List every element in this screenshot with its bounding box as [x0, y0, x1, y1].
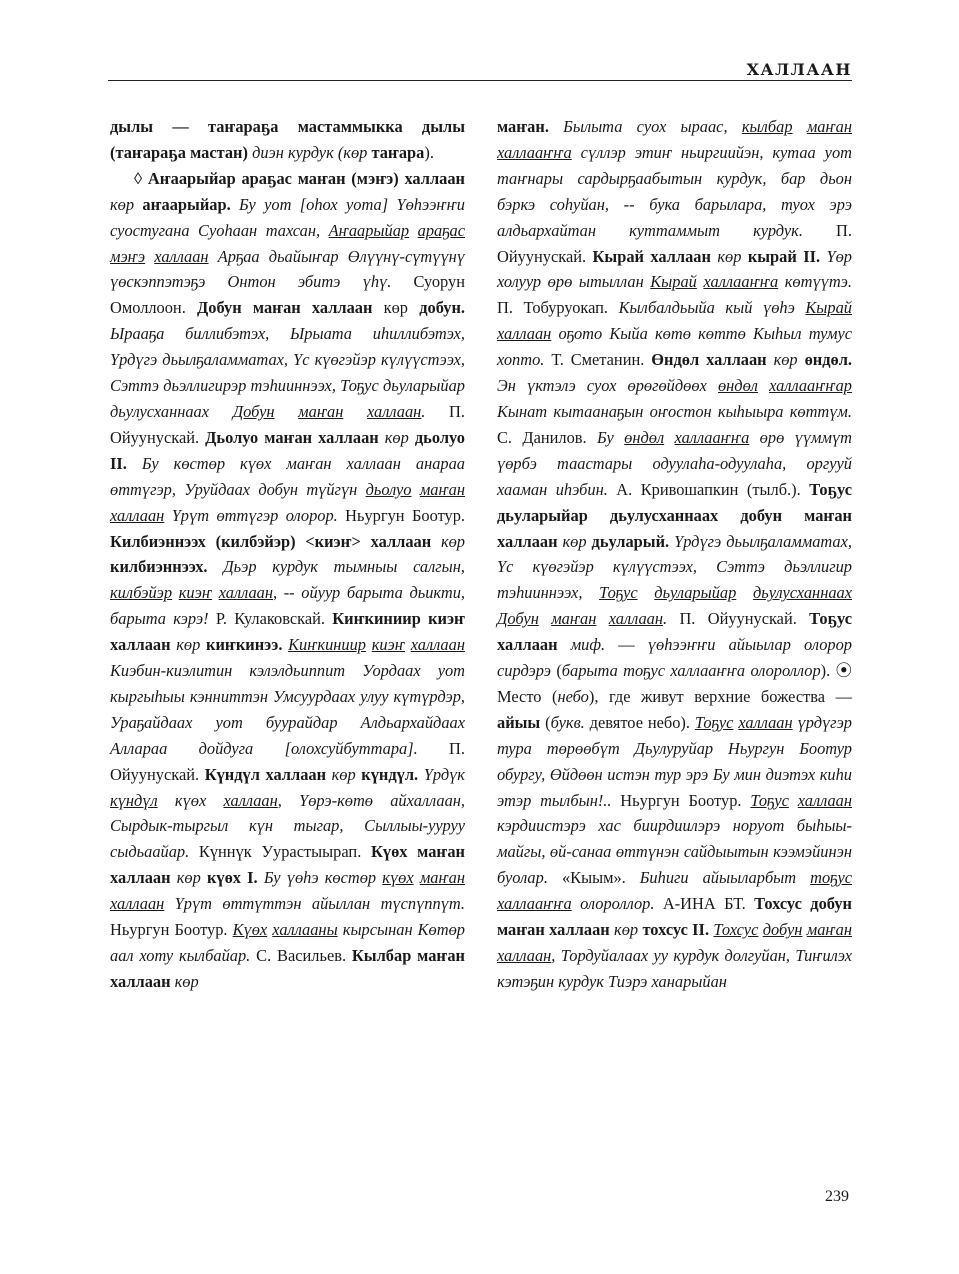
text-run: небо	[557, 686, 589, 706]
text-run: барыта тоҕус халлааҥҥа олороллор	[561, 661, 821, 681]
text-run: (	[550, 661, 562, 681]
text-run	[596, 609, 608, 628]
text-run: дылы — таҥараҕа мастаммыкка дылы (таҥараҕа мастан)	[110, 117, 465, 162]
text-run: Тохсус добун маҥан халлаан	[497, 894, 852, 940]
text-run: Кылбар маҥан халлаан	[110, 946, 465, 991]
text-run: көр	[378, 427, 415, 447]
text-run: Биһиги айыыларбыт	[639, 868, 811, 888]
text-run: көр	[170, 971, 199, 991]
text-run: аҥаарыйар.	[142, 194, 231, 214]
text-run: халлаан	[738, 712, 793, 732]
text-run: дьолуо	[365, 479, 412, 499]
text-run: киҥкинээ.	[206, 635, 283, 655]
text-run	[539, 609, 551, 628]
text-run: халлаан	[608, 609, 663, 629]
text-run: халлааҥҥа	[497, 894, 572, 914]
text-run: диэн курдук (	[247, 142, 344, 162]
text-run: халлаан	[497, 324, 552, 344]
text-run: мэҥэ	[110, 246, 146, 266]
text-run: Кынат кытаанаҕын оҥостон кыһыыра көттүм.	[497, 401, 852, 421]
text-run: Үрдүк	[418, 764, 465, 784]
text-run: Бу үөһэ көстөр	[257, 868, 383, 888]
text-run: Т. Сметанин.	[544, 350, 652, 370]
text-run: миф.	[557, 635, 606, 655]
text-run: букв.	[550, 712, 585, 732]
text-run: өндөл	[717, 376, 758, 396]
text-run: А-ИНА БТ.	[654, 894, 755, 914]
text-run: добун	[762, 920, 803, 940]
text-run: «Кыым».	[547, 868, 640, 888]
text-run: Ньургун Боотур.	[110, 920, 233, 940]
text-run: Добун маҥан халлаан	[197, 298, 373, 318]
text-run	[638, 583, 655, 602]
text-run: маҥан	[806, 117, 852, 136]
text-run: Бу уот [оһох уота] Үөһээҥҥи суостугана Суоһаан тахсан,	[110, 194, 466, 240]
text-run: өрө үүммүт үөрбэ таастары одуулаһа-одуулаһа, оргууй хааман иһэбин.	[497, 427, 852, 499]
text-run: күндүл	[110, 790, 158, 810]
text-run	[736, 583, 753, 602]
text-run: П. Ойуунускай.	[110, 401, 465, 447]
text-run: көр	[710, 246, 748, 266]
text-run	[409, 221, 418, 240]
text-run: көр	[609, 920, 643, 940]
text-run: маҥан	[551, 609, 597, 629]
text-run: килбиэннээх.	[110, 557, 208, 577]
text-run: Ньургун Боотур.	[611, 790, 751, 810]
idiom-paragraph	[110, 166, 465, 995]
text-run: дьолуо II.	[110, 427, 465, 473]
text-run: .	[421, 401, 426, 421]
text-run: А. Кривошапкин (тылб.).	[607, 479, 810, 499]
text-run: маҥан	[298, 401, 344, 421]
text-run: Киэбин-киэлитин кэлэлдьиппит Уордаах уот кыргыһыы кэнниттэн Умсуурдаах улуу күтүрдэр, Ураҕайдаах уот буурайдар Алдьархайдаах Аллараа дойдуга [олохсуйбуттара].	[110, 661, 465, 758]
text-run: Үрүт өттүгэр олорор.	[164, 505, 338, 525]
text-run: (	[540, 712, 551, 732]
text-run: С. Васильев.	[250, 946, 352, 965]
text-run: Бу көстөр күөх маҥан халлаан анараа өттүгэр, Уруйдаах добун түйгүн	[110, 453, 465, 499]
header-title: ХАЛЛААН	[746, 60, 852, 79]
text-run: олороллор.	[571, 894, 655, 914]
text-run: маҥан	[419, 479, 465, 499]
text-run: үрдүгэр тура төрөөбүт Дьулуруйар Ньургун Боотур обургу, Өйдөөн истэн тур эрэ Бу мин диэтэх киһи этэр тылбын!..	[497, 712, 852, 810]
header-rule	[108, 80, 852, 81]
text-run: дьуларыйар	[654, 583, 737, 603]
text-run: Тоҕус халлаан	[497, 609, 852, 655]
text-run: , Үөрэ-көтө айхаллаан, Сырдык-тыргыл күн тыгар, Сыллыы-ууруу сыдьаайар.	[110, 790, 465, 862]
text-run: , -- ойуур барыта дьикти, барыта кэрэ!	[110, 583, 465, 629]
left-column	[110, 114, 465, 995]
text-run: ). ⦿ Место (	[497, 661, 852, 706]
text-run: Киҥкиниир	[288, 635, 366, 655]
text-run	[212, 583, 219, 602]
text-run: Күөх маҥан халлаан	[110, 842, 465, 888]
text-run: Үрдүгэ дьылҕаламматах, Үс күөгэйэр күлүүстээх, Сэттэ дьэллигир тэһииннээх,	[497, 531, 852, 603]
text-run: П. Ойуунускай.	[110, 738, 465, 784]
text-run: тоҕус	[810, 868, 852, 888]
text-run: Күндүл халлаан	[204, 764, 327, 784]
text-run: халлаан	[218, 583, 273, 603]
text-run: Р. Кулаковскай.	[208, 609, 333, 629]
text-run: халлаан	[110, 894, 165, 914]
text-run: халлаан	[223, 790, 278, 810]
text-run: килбэйэр	[110, 583, 173, 603]
text-run: кылбар	[741, 117, 793, 136]
text-run: Былыта суох ыраас,	[548, 117, 742, 136]
right-column	[497, 114, 852, 995]
text-run: күөх I.	[206, 868, 258, 888]
text-run: халлааҥҥа	[497, 142, 572, 162]
text-run: маҥан	[806, 920, 852, 940]
text-run: үөһээҥҥи айыылар олорор сирдэрэ	[497, 635, 852, 681]
text-run: Бу	[597, 427, 625, 447]
text-run: Добун	[232, 401, 275, 421]
text-run: Эн үктэлэ суох өрөгөйдөөх	[497, 376, 718, 396]
text-run: халлааҥҥа	[703, 272, 779, 292]
text-run: халлаан	[497, 946, 552, 965]
text-run	[793, 117, 807, 136]
text-run: Тоҕус дьуларыйар дьулусханнаах добун маҥан халлаан	[497, 479, 852, 551]
text-run: көр	[326, 764, 362, 784]
text-run: өндөл	[624, 427, 665, 447]
text-run: халлаан	[110, 505, 165, 525]
text-run: халлааны	[272, 920, 338, 940]
text-run: Ырааҕа биллибэтэх, Ырыата иһиллибэтэх, Үрдүгэ дьылҕаламматах, Үс күөгэйэр күлүүстээх, Сэттэ дьэллигирэр тэһииннээх, Тоҕус дьуларыйар дьулусханнаах	[110, 324, 465, 421]
text-run: көр	[431, 531, 466, 551]
text-run: Ньургун Боотур.	[337, 505, 466, 525]
text-run: .	[663, 609, 668, 629]
text-run: кырай II.	[747, 246, 821, 266]
text-run: Дьэр курдук тымныы салгын,	[207, 557, 465, 577]
text-run: Килбиэннээх (килбэйэр) <киэҥ> халлаан	[110, 531, 432, 551]
text-run	[145, 247, 154, 266]
page-number: 239	[825, 1188, 849, 1205]
text-run: көр	[170, 635, 206, 655]
text-run: П. Ойуунускай.	[667, 609, 810, 629]
text-run: күөх	[382, 868, 414, 888]
text-run: халлааҥҥа	[674, 427, 750, 447]
text-run: ).	[424, 142, 434, 162]
text-run: Өндөл халлаан	[651, 350, 767, 370]
text-run: көр	[557, 531, 592, 551]
text-run: тохсус II.	[642, 920, 710, 940]
text-run	[275, 402, 299, 421]
text-run: көтүүтэ.	[778, 272, 852, 292]
text-run: Кырай	[650, 272, 697, 292]
text-run: киэҥ	[371, 635, 405, 655]
text-run: девятое небо).	[584, 712, 695, 732]
text-run: көр	[170, 868, 207, 888]
text-run: —	[605, 635, 648, 655]
text-run: өндөл.	[804, 350, 852, 370]
text-run: халлаан	[367, 401, 422, 421]
text-run: ◊ Аҥаарыйар араҕас маҥан (мэҥэ) халлаан	[134, 168, 465, 188]
text-run: Кырай халлаан	[592, 246, 711, 266]
text-run: П. Ойуунускай.	[497, 220, 852, 266]
idiom-continuation-paragraph	[497, 114, 852, 995]
text-run: араҕас	[417, 220, 465, 240]
text-run: маҥан.	[497, 117, 549, 136]
text-run	[789, 791, 798, 810]
text-run: оҕото Кыйа көтө көттө Кыһыл тумус хопто.	[497, 324, 852, 370]
text-run: Суорун Омоллоон.	[110, 272, 465, 318]
text-run	[758, 376, 769, 395]
text-run: Күннүк Уурастыырап.	[189, 842, 371, 862]
text-run: көр	[110, 194, 143, 214]
text-run: П. Тобуруокап.	[497, 298, 619, 318]
text-run: Күөх	[232, 920, 268, 940]
text-run: маҥан	[419, 868, 465, 888]
text-run	[172, 583, 179, 602]
text-run	[412, 480, 420, 499]
text-run: айыы	[497, 712, 541, 732]
text-run: күндүл.	[361, 764, 419, 784]
text-run: , Тордуйалаах уу курдук долгуйан, Тиҥилэх кэтэҕин курдук Тиэрэ ханарыйан	[497, 946, 852, 991]
text-run: киэҥ	[178, 583, 213, 603]
text-run: Кырай	[805, 298, 852, 318]
text-run: Арҕаа дьайыҥар Өлүүнү-сүтүүнү үөскэппэтэҕэ Онтон эбитэ үһү.	[110, 246, 465, 292]
text-run: дьуларый.	[591, 531, 670, 551]
text-run: дьулусханнаах	[752, 583, 852, 603]
text-run: Дьолуо маҥан халлаан	[205, 427, 379, 447]
text-run: көр	[372, 298, 420, 318]
text-run: халлаан	[154, 246, 209, 266]
text-run: Тохсус	[713, 920, 759, 940]
text-run: кэрдиистэрэ хас биирдиилэрэ норуот быһыы-майгы, өй-санаа өттүнэн сайдыытын кээмэйинэн буолар.	[497, 816, 852, 888]
text-run: халлаан	[797, 790, 852, 810]
text-run: Үрүт өттүттэн айыллан түспүппүт.	[164, 894, 465, 914]
text-run: Аҥаарыйар	[328, 220, 410, 240]
text-run	[343, 402, 367, 421]
text-run: Киҥкиниир киэҥ халлаан	[110, 609, 465, 655]
text-run: Тоҕус	[599, 583, 638, 603]
text-run: Тоҕус	[694, 712, 734, 732]
text-run: Үөр холуур өрө ытыллан	[497, 246, 852, 292]
text-run: добун.	[419, 298, 465, 318]
text-run: Тоҕус	[750, 790, 789, 810]
text-run	[664, 428, 674, 447]
text-run: көр	[766, 350, 805, 370]
text-run: көр	[343, 142, 368, 162]
entry-continuation-paragraph	[110, 114, 465, 166]
running-header	[108, 60, 852, 84]
text-run: Добун	[497, 609, 539, 629]
text-run: халлааҥҥар	[769, 376, 852, 396]
text-run: күөх	[157, 790, 224, 810]
text-run: халлаан	[410, 635, 465, 655]
text-run: таҥара	[371, 142, 425, 162]
text-run: С. Данилов.	[497, 427, 598, 447]
text-run: кырсынан Көтөр аал хоту кылбайар.	[110, 920, 465, 965]
text-run: Кылбалдьыйа кый үөһэ	[618, 298, 806, 318]
text-run: сүллэр этиҥ ньиргиийэн, кутаа уот таҥнары сардырҕаабытын курдук, бар дьон бэркэ соһуйан, -- бука барылара, туох эрэ алдьархайтан куттаммыт курдук.	[497, 142, 852, 240]
text-run: ), где живут верхние божества —	[588, 686, 852, 706]
